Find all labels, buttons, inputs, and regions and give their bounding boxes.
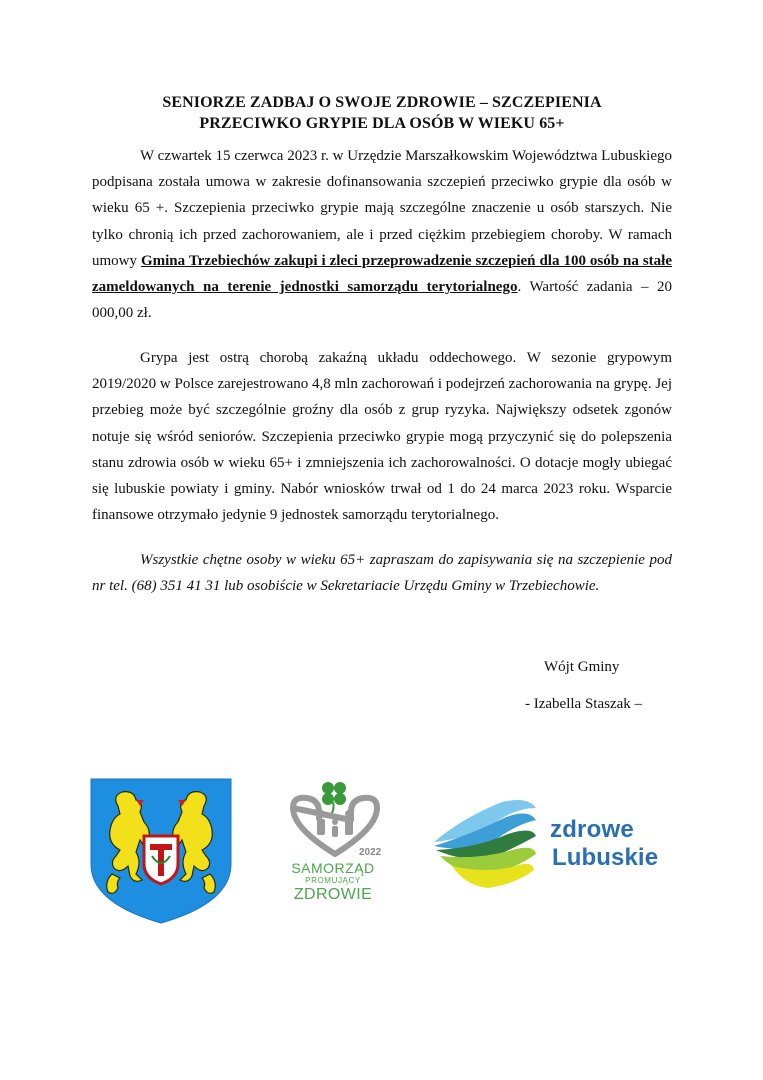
title-line-2: PRZECIWKO GRYPIE DLA OSÓB W WIEKU 65+	[199, 115, 565, 132]
signature-role: Wójt Gminy	[544, 659, 620, 675]
heart-family-icon	[275, 776, 395, 858]
paragraph-invitation: Wszystkie chętne osoby w wieku 65+ zapraszam do zapisywania się na szczepienie pod nr tel. (68) 351 41 31 lub osobiście w Sekretariacie Urzędu Gminy w Trzebiechowie.	[92, 552, 672, 595]
signature-name: - Izabella Staszak –	[525, 696, 643, 712]
paragraph-agreement-value: . Wartość zadania – 20 000,00 zł.	[92, 279, 672, 322]
health-promoting-logo	[275, 776, 395, 914]
health-logo-year: 2022	[359, 847, 382, 858]
coat-of-arms-icon	[90, 778, 232, 924]
lubuskie-wave-icon	[432, 798, 544, 890]
coat-of-arms-logo	[90, 778, 232, 924]
paragraph-flu-info: Grypa jest ostrą chorobą zakaźną układu oddechowego. W sezonie grypowym 2019/2020 w Polsce zarejestrowano 4,8 mln zachorowań i podejrzeń zachorowania na grypę. Jej przebieg może być szczególnie groźny dla osób z grup ryzyka. Największy odsetek zgonów notuje się wśród seniorów. Szczepienia przeciwko grypie mogą przyczynić się do polepszenia stanu zdrowia osób w wieku 65+ i zmniejszenia ich zachorowalności. O dotacje mogły ubiegać się lubuskie powiaty i gminy. Nabór wniosków trwał od 1 do 24 marca 2023 roku. Wsparcie finansowe otrzymało jedynie 9 jednostek samorządu terytorialnego.	[92, 350, 672, 524]
paragraph-agreement-emphasis: Gmina Trzebiechów zakupi i zleci przeprowadzenie szczepień dla 100 osób na stałe zameldowanych na terenie jednostki samorządu terytorialnego	[92, 252, 673, 296]
health-logo-line-2: PROMUJĄCY	[305, 876, 361, 885]
paragraph-agreement	[92, 143, 672, 326]
paragraph-agreement-text: W czwartek 15 czerwca 2023 r. w Urzędzie Marszałkowskim Województwa Lubuskiego podpisana została umowa w zakresie dofinansowania szczepień przeciwko grypie dla osób w wieku 65 +. Szczepienia przeciwko grypie mają szczególne znaczenie u osób starszych. Nie tylko chronią ich przed zachorowaniem, ale i przed ciężkim przebiegiem choroby. W ramach umowy	[92, 148, 672, 269]
health-logo-line-3: ZDROWIE	[293, 886, 373, 903]
health-logo-line-1: SAMORZĄD	[291, 860, 375, 876]
zdrowe-lubuskie-logo	[432, 798, 664, 890]
lubuskie-logo-line-1: zdrowe	[550, 816, 634, 843]
document-title	[92, 92, 672, 134]
lubuskie-logo-line-2: Lubuskie	[552, 844, 659, 871]
title-line-1: SENIORZE ZADBAJ O SWOJE ZDROWIE – SZCZEPIENIA	[162, 94, 602, 111]
